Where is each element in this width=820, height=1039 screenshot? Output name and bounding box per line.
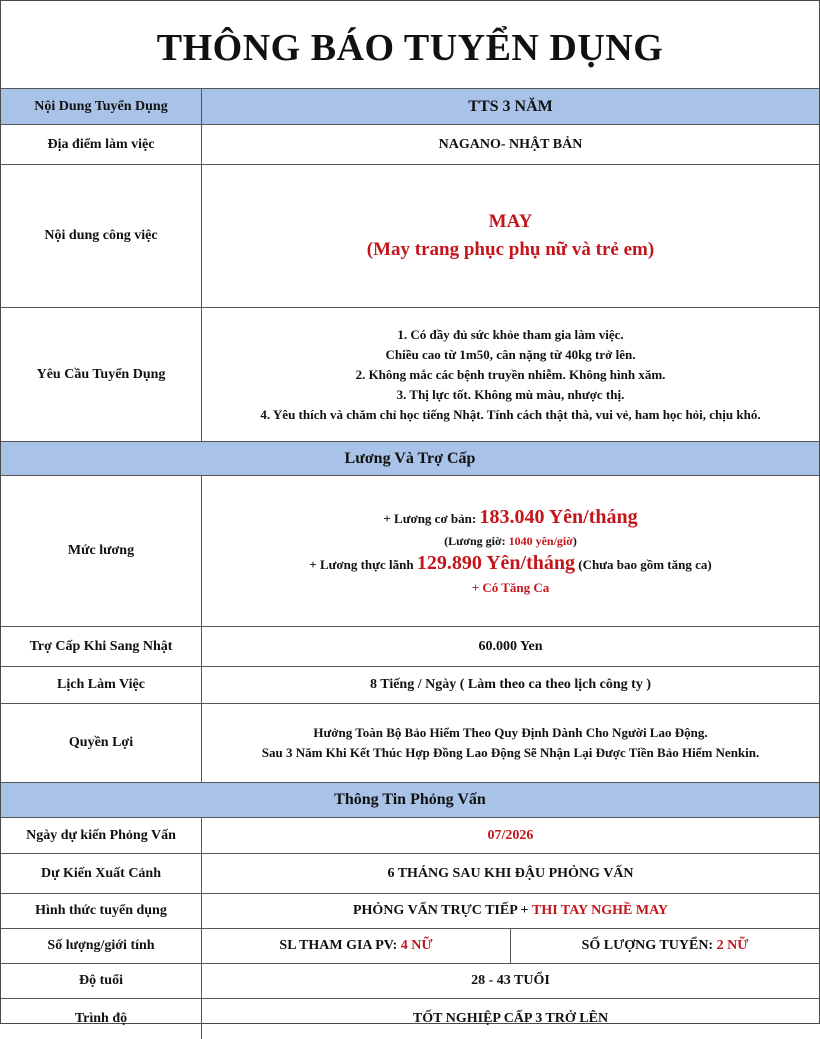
age-row [1,964,819,999]
education-value: TỐT NGHIỆP CẤP 3 TRỞ LÊN [412,1011,609,1026]
quantity-hire-prefix: SỐ LƯỢNG TUYỂN: [581,938,717,953]
net-salary [309,550,711,578]
hourly-open: (Lương giờ: [444,534,509,548]
education-label: Trình độ [1,999,202,1039]
allowance-label: Trợ Cấp Khi Sang Nhật [1,627,202,666]
benefits-row [1,704,819,783]
schedule-row [1,667,819,704]
requirements-label: Yêu Cầu Tuyển Dụng [1,308,202,441]
hourly-close: ) [572,534,577,548]
location-label: Địa điểm làm việc [1,125,202,164]
basic-salary [383,504,637,532]
method-label: Hình thức tuyển dụng [1,894,202,928]
method-value [202,894,819,928]
method-row [1,894,819,929]
job-value [202,165,819,307]
requirement-line: Chiều cao từ 1m50, cân nặng từ 40kg trở lên. [385,346,636,362]
interview-date-value: 07/2026 [487,827,534,843]
benefits-value [202,704,819,782]
quantity-value [202,929,819,963]
salary-row [1,476,819,627]
header-value: TTS 3 NĂM [468,97,553,115]
requirement-line: 4. Yêu thích và chăm chỉ học tiếng Nhật. Tính cách thật thà, vui vẻ, ham học hỏi, chịu khó. [260,406,761,422]
quantity-interview-prefix: SL THAM GIA PV: [279,938,401,953]
overtime-note: + Có Tăng Ca [471,580,550,595]
quantity-row [1,929,819,964]
net-salary-amount: 129.890 Yên/tháng [416,552,575,574]
page-title: THÔNG BÁO TUYỂN DỤNG [156,26,664,69]
hourly-amount: 1040 yên/giờ [508,534,573,548]
interview-date-row [1,818,819,854]
departure-value: 6 THÁNG SAU KHI ĐẬU PHỎNG VẤN [387,865,634,881]
net-salary-prefix: + Lương thực lãnh [309,557,414,572]
job-title: MAY [488,211,533,232]
schedule-value: 8 Tiếng / Ngày ( Làm theo ca theo lịch công ty ) [369,677,652,692]
quantity-label: Số lượng/giới tính [1,929,202,963]
benefit-line: Sau 3 Năm Khi Kết Thúc Hợp Đồng Lao Động Sẽ Nhận Lại Được Tiền Bảo Hiểm Nenkin. [261,745,760,760]
age-label: Độ tuổi [1,964,202,998]
location-value: NAGANO- NHẬT BẢN [438,136,583,152]
benefits-label: Quyền Lợi [1,704,202,782]
method-skill-test: THI TAY NGHỀ MAY [531,903,668,918]
section-interview: Thông Tin Phỏng Vấn [1,783,819,818]
allowance-row [1,627,819,667]
age-value: 28 - 43 TUỔI [471,973,550,988]
quantity-hire-count: 2 NỮ [716,938,749,953]
requirement-line: 2. Không mắc các bệnh truyền nhiễm. Không hình xăm. [355,366,666,382]
location-row [1,125,819,165]
job-detail: (May trang phục phụ nữ và trẻ em) [366,239,655,260]
header-label: Nội Dung Tuyển Dụng [1,89,202,124]
requirements-value [202,308,819,441]
quantity-hire [510,929,819,963]
salary-label: Mức lương [1,476,202,626]
job-row [1,165,819,308]
job-label: Nội dung công việc [1,165,202,307]
allowance-value: 60.000 Yen [478,638,543,654]
departure-row [1,854,819,894]
schedule-label: Lịch Làm Việc [1,667,202,703]
header-row [1,89,819,125]
net-salary-note: (Chưa bao gồm tăng ca) [578,557,712,572]
basic-salary-prefix: + Lương cơ bản: [383,511,477,526]
departure-label: Dự Kiến Xuất Cảnh [1,854,202,893]
quantity-interview-count: 4 NỮ [400,938,433,953]
hourly-wage [444,532,577,550]
education-row [1,999,819,1039]
quantity-interview [202,929,510,963]
title-row [1,1,819,89]
interview-date-label: Ngày dự kiến Phỏng Vấn [1,818,202,853]
benefit-line: Hưởng Toàn Bộ Bảo Hiểm Theo Quy Định Dành Cho Người Lao Động. [313,725,708,740]
requirement-line: 3. Thị lực tốt. Không mù màu, nhược thị. [396,386,625,402]
section-salary: Lương Và Trợ Cấp [1,442,819,476]
basic-salary-amount: 183.040 Yên/tháng [479,506,638,528]
requirements-row [1,308,819,442]
method-interview: PHỎNG VẤN TRỰC TIẾP + [352,903,532,918]
salary-value [202,476,819,626]
requirement-line: 1. Có đầy đủ sức khỏe tham gia làm việc. [397,326,624,342]
